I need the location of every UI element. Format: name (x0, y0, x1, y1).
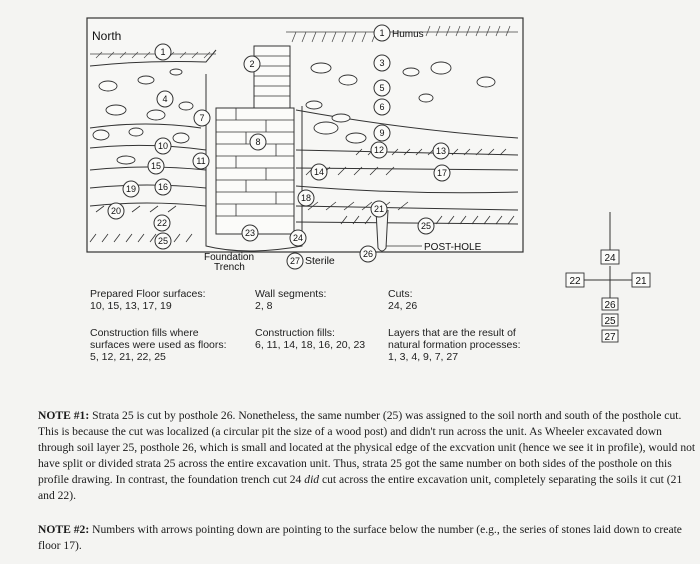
humus-label: Humus (392, 29, 424, 40)
legend-cff-title-2: surfaces were used as floors: (90, 339, 227, 351)
label-24: 24 (292, 233, 304, 243)
label-7: 7 (199, 113, 205, 123)
label-4: 4 (162, 94, 168, 104)
note-2-text: Numbers with arrows pointing down are pointing to the surface below the number (e.g., the series of stones laid down to create floor 17). (38, 523, 682, 552)
legend-wall-segments-values: 2, 8 (255, 300, 273, 312)
label-10: 10 (157, 141, 169, 151)
legend-cf-title: Construction fills: (255, 327, 335, 339)
foundation-label: Foundation (204, 252, 255, 263)
note-1-text-a: Strata 25 is cut by posthole 26. Nonetheless, the same number (25) was assigned to the soil north and south of the posthole cut. This is because the cut was localized (a circular pit the size of a wood post) and didn't run across the unit. As Wheeler excavated down through soil layer 25, posthole 26, which is small and located at the physical edge of the excvation unit (hence we see it in profile), would not have split or divided strata 25 across the entire excavation unit. Thus, strata 25 got the same number on both sides of the posthole on this profile drawing. In contrast, the foundation trench cut 24 (38, 409, 696, 486)
legend-construction-fills (255, 327, 365, 351)
legend-natural-layers (388, 327, 520, 363)
note-2-label: NOTE #2: (38, 523, 90, 536)
matrix-label-27: 27 (604, 332, 616, 343)
label-16: 16 (157, 182, 169, 192)
label-14: 14 (313, 167, 325, 177)
label-27: 27 (289, 256, 301, 266)
label-1: 1 (160, 47, 166, 57)
label-21: 21 (373, 204, 385, 214)
legend-prepared-floor-values: 10, 15, 13, 17, 19 (90, 300, 172, 312)
matrix-label-22: 22 (569, 276, 581, 287)
label-25-north: 25 (157, 236, 169, 246)
label-17: 17 (436, 168, 448, 178)
legend-cff-title-1: Construction fills where (90, 327, 199, 339)
note-1-emphasis: did (304, 473, 320, 486)
label-3: 3 (379, 58, 385, 68)
legend-cff-values: 5, 12, 21, 22, 25 (90, 351, 166, 363)
harris-matrix-diagram (560, 210, 660, 350)
legend-cuts-values: 24, 26 (388, 300, 418, 312)
label-9: 9 (379, 128, 385, 138)
legend-natural-title-2: natural formation processes: (388, 339, 521, 351)
matrix-label-25: 25 (604, 316, 616, 327)
label-2: 2 (249, 59, 255, 69)
legend-cuts (388, 288, 417, 312)
label-25-south: 25 (420, 221, 432, 231)
label-8: 8 (255, 137, 261, 147)
note-2 (38, 522, 698, 554)
label-20: 20 (110, 206, 122, 216)
label-19: 19 (125, 184, 137, 194)
label-23: 23 (244, 228, 256, 238)
north-label: North (92, 29, 122, 43)
matrix-label-24: 24 (604, 253, 616, 264)
note-1-text-b: cut across the entire excavation unit, completely separating the soils it cut (21 and 22). (38, 473, 683, 502)
label-13: 13 (435, 146, 447, 156)
note-1 (38, 408, 698, 504)
posthole-label: POST-HOLE (424, 242, 482, 253)
label-26: 26 (362, 249, 374, 259)
label-6: 6 (379, 102, 385, 112)
legend-natural-title-1: Layers that are the result of (388, 327, 516, 339)
legend-cf-values: 6, 11, 14, 18, 16, 20, 23 (255, 339, 366, 351)
trench-label: Trench (214, 262, 245, 273)
note-1-label: NOTE #1: (38, 409, 90, 422)
legend-prepared-floor-title: Prepared Floor surfaces: (90, 288, 206, 300)
label-1-humus: 1 (379, 28, 385, 38)
label-15: 15 (150, 161, 162, 171)
label-12: 12 (373, 145, 385, 155)
label-5: 5 (379, 83, 385, 93)
legend-wall-segments-title: Wall segments: (255, 288, 327, 300)
stratigraphic-profile-drawing (86, 10, 536, 278)
label-11: 11 (196, 156, 206, 166)
legend-cuts-title: Cuts: (388, 288, 413, 300)
label-22: 22 (156, 218, 168, 228)
legend-construction-fills-floors (90, 327, 227, 363)
matrix-label-26: 26 (604, 300, 616, 311)
matrix-label-21: 21 (635, 276, 647, 287)
sterile-label: Sterile (305, 255, 335, 267)
legend-wall-segments (255, 288, 326, 312)
label-18: 18 (300, 193, 312, 203)
legend-natural-values: 1, 3, 4, 9, 7, 27 (388, 351, 459, 363)
legend-prepared-floor (90, 288, 206, 312)
